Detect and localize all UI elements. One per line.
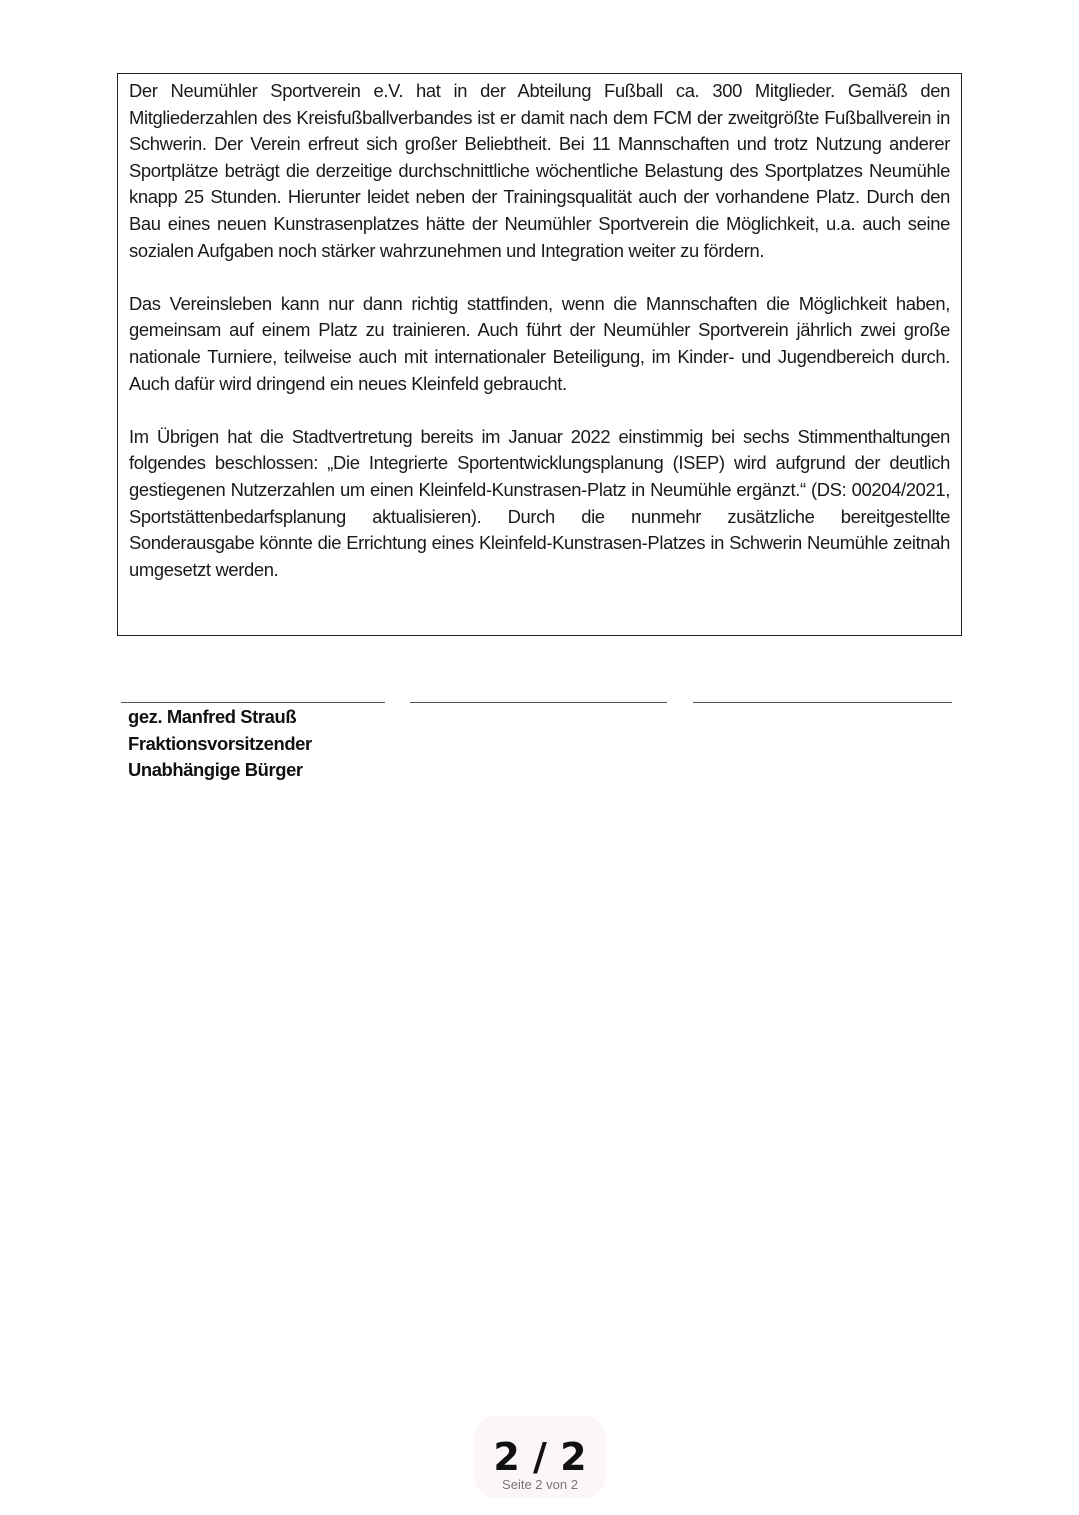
paragraph-club-life: Das Vereinsleben kann nur dann richtig stattfinden, wenn die Mannschaften die Möglichkeit haben, gemeinsam auf einem Platz zu trainieren. Auch führt der Neumühler Sportverein jährlich zwei große nationale Turniere, teilweise auch mit internationaler Beteiligung, im Kinder- und Jugendbereich durch. Auch dafür wird dringend ein neues Kleinfeld gebraucht. xyxy=(129,292,950,394)
signature-line-2 xyxy=(410,702,667,703)
signer-group: Unabhängige Bürger xyxy=(128,759,303,781)
page-indicator xyxy=(474,1416,606,1498)
signature-line-3 xyxy=(693,702,952,703)
page-caption: Seite 2 von 2 xyxy=(502,1477,578,1492)
signature-block xyxy=(128,704,312,784)
paragraph-council-decision: Im Übrigen hat die Stadtvertretung bereits im Januar 2022 einstimmig bei sechs Stimmenthaltungen folgendes beschlossen: „Die Integrierte Sportentwicklungsplanung (ISEP) wird aufgrund der deutlich gestiegenen Nutzerzahlen um einen Kleinfeld-Kunstrasen-Platz in Neumühle ergänzt.“ (DS: 00204/2021, Sportstättenbedarfsplanung aktualisieren). Durch die nunmehr zusätzliche bereitgestellte Sonderausgabe könnte die Errichtung eines Kleinfeld-Kunstrasen-Platzes in Schwerin Neumühle zeitnah umgesetzt werden. xyxy=(129,425,950,580)
signer-name: gez. Manfred Strauß xyxy=(128,706,297,727)
paragraph-club-membership: Der Neumühler Sportverein e.V. hat in der Abteilung Fußball ca. 300 Mitglieder. Gemäß den Mitgliederzahlen des Kreisfußballverbandes ist er damit nach dem FCM der zweitgrößte Fußballverein in Schwerin. Der Verein erfreut sich großer Beliebtheit. Bei 11 Mannschaften und trotz Nutzung anderer Sportplätze beträgt die derzeitige durchschnittliche wöchentliche Belastung des Sportplatzes Neumühle knapp 25 Stunden. Hierunter leidet neben der Trainingsqualität auch der vorhandene Platz. Durch den Bau eines neuen Kunstrasenplatzes hätte der Neumühler Sportverein die Möglichkeit, u.a. auch seine sozialen Aufgaben noch stärker wahrzunehmen und Integration weiter zu fördern. xyxy=(129,80,950,261)
signer-role: Fraktionsvorsitzender xyxy=(128,732,312,754)
motion-text-box xyxy=(117,73,962,636)
page-number: 2 / 2 xyxy=(493,1435,587,1479)
signature-line-1 xyxy=(121,702,385,703)
